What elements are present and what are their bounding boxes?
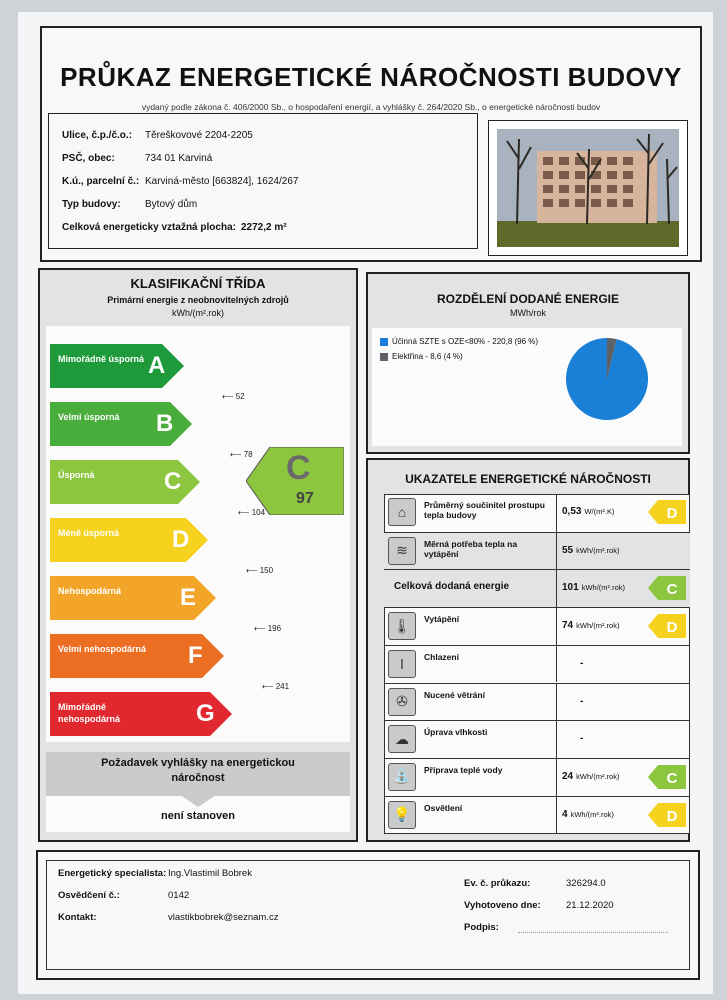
class-name: Velmi úsporná (58, 412, 120, 422)
building-photo-image (497, 129, 679, 247)
indicator-divider (556, 759, 557, 796)
type-label: Typ budovy: (62, 199, 121, 210)
legend-label-szte: Účinná SZTE s OZE<80% - 220,8 (96 %) (392, 337, 539, 346)
psc-label: PSČ, obec: (62, 153, 115, 164)
signature-field[interactable] (518, 932, 668, 933)
indicator-row (384, 494, 690, 532)
class-letter: D (172, 526, 190, 553)
certificate-sheet (18, 12, 713, 994)
indicator-row (384, 607, 690, 645)
indicator-row (384, 758, 690, 796)
indicator-row (384, 532, 690, 570)
indicator-label: Měrná potřeba tepla na vytápění (424, 538, 518, 559)
indicator-divider (556, 570, 557, 607)
class-name: Mimořádně úsporná (58, 354, 145, 364)
specialist-label: Energetický specialista: (58, 868, 167, 879)
class-name: Méně úsporná (58, 528, 120, 538)
evid-label: Ev. č. průkazu: (464, 878, 531, 889)
class-threshold (254, 624, 281, 633)
certificate-title: PRŮKAZ ENERGETICKÉ NÁROČNOSTI BUDOVY (60, 62, 682, 92)
indicator-value: 24 (562, 770, 574, 782)
indicator-label: Úprava vlhkosti (424, 727, 488, 738)
area-value: 2272,2 m² (241, 222, 287, 233)
indicator-divider (556, 797, 557, 834)
indicator-unit: kWh/(m².rok) (570, 809, 614, 819)
indicator-divider (556, 646, 557, 683)
building-photo (488, 120, 688, 256)
address-value: Těreškovové 2204-2205 (145, 130, 253, 141)
class-threshold (262, 682, 289, 691)
result-class-value: 97 (296, 490, 314, 507)
indicators-title: UKAZATELE ENERGETICKÉ NÁROČNOSTI (405, 472, 651, 486)
threshold-value: 52 (235, 392, 245, 401)
class-letter: F (188, 642, 203, 669)
house-icon: ⌂ (388, 498, 416, 526)
classification-subtitle: Primární energie z neobnovitelných zdrojů (107, 295, 289, 305)
result-class-letter: C (286, 449, 311, 487)
indicator-grade-letter: C (666, 769, 678, 787)
heat-demand-icon: ≋ (388, 537, 416, 565)
humidity-icon: ☁ (388, 725, 416, 753)
indicator-grade-arrow (648, 803, 686, 827)
class-letter: C (164, 468, 182, 495)
cooling-icon: ǀ (388, 650, 416, 678)
indicator-value: 55 (562, 544, 574, 556)
specialist-value: Ing.Vlastimil Bobrek (168, 868, 252, 879)
ku-label: K.ú., parcelní č.: (62, 176, 140, 187)
threshold-value: 150 (259, 566, 274, 575)
indicator-grade-arrow (648, 576, 686, 600)
tap-icon: ⛲ (388, 763, 416, 791)
indicator-unit: kWh/(m².rok) (576, 771, 620, 781)
class-name: Úsporná (58, 470, 95, 480)
class-threshold (222, 392, 245, 401)
threshold-value: 104 (251, 508, 266, 517)
class-letter: B (156, 410, 174, 437)
indicator-value: - (580, 733, 584, 745)
indicator-divider (556, 608, 557, 645)
threshold-arrow-icon: ⟵ (246, 566, 260, 575)
date-label: Vyhotoveno dne: (464, 900, 541, 911)
indicator-grade-letter: D (666, 619, 678, 637)
class-name: Nehospodárná (58, 586, 122, 596)
date-value: 21.12.2020 (566, 900, 614, 911)
bulb-icon: 💡 (388, 801, 416, 829)
cert-label: Osvědčení č.: (58, 890, 120, 901)
requirement-title: Požadavek vyhlášky na energetickou náročnost (101, 757, 295, 784)
indicator-value: - (580, 657, 584, 669)
area-label: Celková energeticky vztažná plocha: (62, 222, 236, 233)
indicator-grade-arrow (648, 614, 686, 638)
psc-value: 734 01 Karviná (145, 153, 213, 164)
sign-label: Podpis: (464, 922, 499, 933)
type-value: Bytový dům (145, 199, 198, 210)
distribution-pie-chart (564, 336, 650, 422)
indicator-grade-arrow (648, 500, 686, 524)
indicator-unit: W/(m².K) (584, 507, 615, 516)
ku-value: Karviná-město [663824], 1624/267 (145, 176, 299, 187)
class-name: Velmi nehospodárná (58, 644, 147, 654)
evid-value: 326294.0 (566, 878, 606, 889)
threshold-value: 78 (243, 450, 253, 459)
class-threshold (246, 566, 273, 575)
indicator-grade-letter: D (666, 505, 678, 522)
indicator-grade-letter: D (666, 807, 678, 825)
legend-swatch-szte (380, 338, 388, 346)
indicator-row (384, 645, 690, 683)
distribution-title: ROZDĚLENÍ DODANÉ ENERGIE (436, 292, 619, 306)
indicator-label: Příprava teplé vody (424, 764, 503, 775)
class-arrow-d (50, 518, 208, 562)
cert-value: 0142 (168, 890, 190, 901)
indicator-label: Chlazení (424, 651, 459, 662)
requirement-value: není stanoven (161, 810, 235, 822)
address-label: Ulice, č.p./č.o.: (62, 130, 133, 141)
requirement-pointer (180, 795, 216, 807)
indicator-grade-letter: C (666, 581, 678, 599)
indicator-row (384, 683, 690, 721)
indicator-unit: kWh/(m².rok) (576, 621, 620, 631)
indicator-row (384, 569, 690, 607)
indicator-unit: kWh/(m².rok) (576, 545, 620, 555)
indicator-value: 101 (562, 582, 579, 594)
indicator-grade-arrow (648, 765, 686, 789)
threshold-value: 196 (267, 624, 282, 633)
indicator-value: 0,53 (562, 506, 582, 517)
threshold-arrow-icon: ⟵ (222, 392, 236, 401)
classification-unit: kWh/(m².rok) (172, 308, 224, 318)
threshold-arrow-icon: ⟵ (230, 450, 244, 459)
class-arrow-a (50, 344, 184, 388)
class-letter: E (180, 584, 197, 611)
indicator-value: 4 (562, 808, 568, 820)
threshold-arrow-icon: ⟵ (262, 682, 276, 691)
indicator-label: Průměrný součinitel prostupu tepla budovy (424, 500, 545, 520)
indicator-label: Nucené větrání (424, 689, 485, 700)
legend-label-elektrina: Elektřina - 8,6 (4 %) (392, 352, 463, 361)
indicator-divider (556, 684, 557, 721)
contact-label: Kontakt: (58, 912, 97, 923)
indicator-label: Celková dodaná energie (394, 581, 510, 593)
indicator-row (384, 720, 690, 758)
indicator-unit: kWh/(m².rok) (581, 583, 626, 593)
class-arrow-g (50, 692, 232, 736)
contact-value: vlastikbobrek@seznam.cz (168, 912, 279, 923)
threshold-value: 241 (275, 682, 290, 691)
indicator-label: Osvětlení (424, 802, 463, 813)
indicator-value: - (580, 695, 584, 707)
fan-icon: ✇ (388, 688, 416, 716)
legend-swatch-elektrina (380, 353, 388, 361)
classification-title: KLASIFIKAČNÍ TŘÍDA (130, 276, 266, 291)
indicator-divider (556, 494, 557, 532)
indicator-label: Vytápění (424, 614, 460, 625)
class-letter: G (196, 700, 215, 727)
distribution-unit: MWh/rok (510, 308, 546, 318)
indicator-divider (556, 721, 557, 758)
class-arrow-c (50, 460, 200, 504)
threshold-arrow-icon: ⟵ (254, 624, 268, 633)
threshold-arrow-icon: ⟵ (238, 508, 252, 517)
class-name: Mimořádně nehospodárná (58, 702, 121, 724)
indicator-divider (556, 533, 557, 570)
class-letter: A (148, 352, 166, 379)
class-arrow-f (50, 634, 224, 678)
class-arrow-b (50, 402, 192, 446)
indicator-value: 74 (562, 620, 574, 632)
indicator-row (384, 796, 690, 834)
class-arrow-e (50, 576, 216, 620)
certificate-subtitle: vydaný podle zákona č. 406/2000 Sb., o hospodaření energií, a vyhlášky č. 264/2020 Sb., o energetické náročnosti budov (141, 102, 601, 112)
thermometer-icon: 🌡 (388, 612, 416, 640)
